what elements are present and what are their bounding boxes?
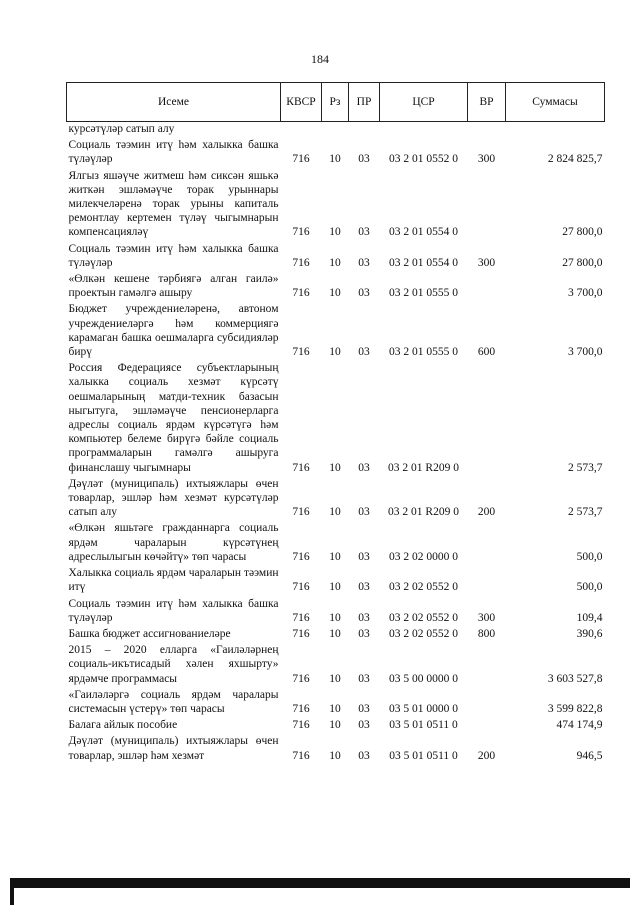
cell-sum: 2 573,7	[568, 461, 603, 474]
cell-sum: 27 800,0	[562, 226, 603, 239]
table-row	[67, 627, 605, 643]
cell-rz: 10	[329, 153, 341, 166]
cell-pr: 03	[358, 153, 370, 166]
cell-vr: 300	[477, 611, 496, 624]
cell-vr: 300	[477, 153, 496, 166]
cell-vr	[468, 361, 506, 477]
cell-rz: 10	[329, 346, 341, 359]
cell-rz: 10	[329, 702, 341, 715]
scan-border-bottom	[10, 878, 630, 888]
cell-vr: 600	[477, 346, 496, 359]
cell-csr: 03 5 00 0000 0	[389, 672, 458, 685]
cell-kvsr: 716	[292, 672, 310, 685]
header-name: Исеме	[67, 83, 281, 122]
cell-pr: 03	[358, 627, 370, 640]
cell-name: «Өлкән яшьтәге гражданнарга социаль ярдәм чараларын күрсәтүнең адреслылыгын көчәйтү» төп чарасы	[68, 522, 279, 563]
cell-kvsr: 716	[292, 153, 310, 166]
cell-vr	[468, 643, 506, 688]
cell-rz: 10	[329, 611, 341, 624]
cell-name: Социаль тәэмин итү һәм халыкка башка түләүләр	[68, 139, 279, 166]
cell-sum: 109,4	[576, 611, 603, 624]
cell-kvsr: 716	[292, 627, 310, 640]
cell-pr: 03	[358, 611, 370, 624]
cell-csr: 03 2 02 0552 0	[389, 611, 458, 624]
table-row	[67, 688, 605, 718]
table-row	[67, 302, 605, 361]
cell-sum: 27 800,0	[562, 256, 603, 269]
table-row	[67, 643, 605, 688]
cell-pr: 03	[358, 749, 370, 762]
cell-sum: 946,5	[576, 749, 603, 762]
cell-name: Социаль тәэмин итү һәм халыкка башка түләүләр	[68, 597, 279, 624]
cell-kvsr: 716	[292, 461, 310, 474]
cell-csr: 03 2 02 0552 0	[389, 627, 458, 640]
header-rz: Рз	[322, 83, 349, 122]
table-row	[67, 272, 605, 302]
cell-kvsr: 716	[292, 611, 310, 624]
cell-sum: 3 700,0	[568, 287, 603, 300]
table-row	[67, 138, 605, 168]
cell-sum: 2 573,7	[568, 506, 603, 519]
table-row	[67, 122, 605, 139]
cell-vr: 200	[477, 506, 496, 519]
cell-name: Ялгыз яшәүче житмеш һәм сиксән яшькә житкән эшләмәүче торак урыннары милекчеләренә торак урыны капиталь ремонтлау кертемен түләү чыгымнарын компенсацияләү	[68, 169, 279, 239]
cell-vr	[468, 122, 506, 139]
cell-name: Бюджет учреждениеләренә, автоном учреждениеләргә һәм коммерциягә карамаган башка оешмаларга субсидияләр бирү	[68, 303, 279, 359]
cell-rz: 10	[329, 627, 341, 640]
header-csr: ЦСР	[380, 83, 468, 122]
cell-kvsr: 716	[292, 256, 310, 269]
table-row	[67, 718, 605, 734]
cell-csr: 03 2 02 0000 0	[389, 550, 458, 563]
scan-border-corner	[10, 885, 14, 905]
cell-vr	[468, 169, 506, 242]
cell-pr: 03	[358, 672, 370, 685]
cell-sum: 3 599 822,8	[547, 702, 603, 715]
table-body	[67, 122, 605, 765]
cell-csr: 03 2 01 0552 0	[389, 153, 458, 166]
cell-csr: 03 2 01 0554 0	[389, 256, 458, 269]
cell-name: 2015 – 2020 елларга «Гаиләләрнең социаль-икътисадый хәлен яхшырту» ярдәмче программасы	[68, 644, 279, 685]
cell-kvsr: 716	[292, 581, 310, 594]
table-row	[67, 734, 605, 764]
cell-vr: 300	[477, 256, 496, 269]
cell-csr: 03 5 01 0511 0	[389, 719, 458, 732]
cell-csr: 03 2 01 0555 0	[389, 287, 458, 300]
cell-rz: 10	[329, 461, 341, 474]
cell-name: Дәүләт (муниципаль) ихтыяжлары өчен товарлар, эшләр һәм хезмәт	[68, 735, 279, 762]
page-number: 184	[311, 52, 329, 66]
cell-kvsr: 716	[292, 506, 310, 519]
cell-name: курсәтүләр сатып алу	[68, 123, 175, 135]
cell-sum: 474 174,9	[556, 719, 603, 732]
table-row	[67, 242, 605, 272]
cell-name: Халыкка социаль ярдәм чараларын тәэмин итү	[68, 567, 279, 594]
cell-pr: 03	[358, 550, 370, 563]
cell-rz: 10	[329, 256, 341, 269]
cell-vr	[468, 566, 506, 596]
header-kvsr: КВСР	[281, 83, 322, 122]
budget-table	[66, 82, 605, 765]
table-row	[67, 361, 605, 477]
cell-kvsr: 716	[292, 226, 310, 239]
cell-pr: 03	[358, 256, 370, 269]
table-row	[67, 521, 605, 566]
cell-sum: 500,0	[576, 581, 603, 594]
cell-rz: 10	[329, 749, 341, 762]
cell-vr	[468, 521, 506, 566]
cell-rz	[322, 122, 349, 139]
cell-sum: 3 700,0	[568, 346, 603, 359]
cell-csr	[380, 122, 468, 139]
cell-name: Социаль тәэмин итү һәм халыкка башка түләүләр	[68, 242, 279, 269]
cell-csr: 03 5 01 0511 0	[389, 749, 458, 762]
cell-csr: 03 2 01 0554 0	[389, 226, 458, 239]
cell-pr: 03	[358, 461, 370, 474]
cell-vr: 200	[477, 749, 496, 762]
table-row	[67, 566, 605, 596]
cell-rz: 10	[329, 550, 341, 563]
table-row	[67, 597, 605, 627]
table-header	[67, 83, 605, 122]
cell-csr: 03 2 02 0552 0	[389, 581, 458, 594]
cell-sum	[506, 122, 605, 139]
cell-name: «Гаиләләргә социаль ярдәм чаралары системасын үстерү» төп чарасы	[68, 688, 279, 715]
cell-name: Россия Федерациясе субъектларының халыкка социаль хезмәт күрсәтү оешмаларының матди-техник базасын ныгытуга, эшләмәүче пенсионерларга адреслы социаль ярдәм күрсәтүгә һәм компьютер белеме бирүгә бәйле социаль программаларын гамәлгә ашыруга финанслашу чыгымнары	[68, 362, 279, 474]
cell-pr: 03	[358, 506, 370, 519]
cell-rz: 10	[329, 719, 341, 732]
cell-name: Башка бюджет ассигнованиеләре	[68, 627, 231, 640]
cell-csr: 03 5 01 0000 0	[389, 702, 458, 715]
cell-pr: 03	[358, 719, 370, 732]
cell-sum: 390,6	[576, 627, 603, 640]
cell-name: Дәүләт (муниципаль) ихтыяжлары өчен товарлар, эшләр һәм хезмәт курсәтүләр сатып алу	[68, 477, 279, 519]
header-vr: ВР	[468, 83, 506, 122]
header-pr: ПР	[349, 83, 380, 122]
cell-kvsr: 716	[292, 287, 310, 300]
cell-pr	[349, 122, 380, 139]
cell-kvsr: 716	[292, 749, 310, 762]
cell-csr: 03 2 01 R209 0	[388, 506, 459, 519]
cell-csr: 03 2 01 R209 0	[388, 461, 459, 474]
cell-pr: 03	[358, 702, 370, 715]
cell-name: Балага айлык пособие	[68, 719, 178, 732]
cell-vr	[468, 718, 506, 734]
cell-vr	[468, 688, 506, 718]
header-sum: Суммасы	[506, 83, 605, 122]
cell-rz: 10	[329, 672, 341, 685]
table-row	[67, 477, 605, 522]
cell-vr: 800	[477, 627, 496, 640]
cell-sum: 2 824 825,7	[547, 153, 603, 166]
cell-rz: 10	[329, 581, 341, 594]
cell-csr: 03 2 01 0555 0	[389, 346, 458, 359]
cell-pr: 03	[358, 287, 370, 300]
cell-kvsr: 716	[292, 719, 310, 732]
cell-sum: 3 603 527,8	[547, 672, 603, 685]
cell-kvsr: 716	[292, 346, 310, 359]
cell-pr: 03	[358, 346, 370, 359]
cell-kvsr: 716	[292, 550, 310, 563]
cell-vr	[468, 272, 506, 302]
table-row	[67, 169, 605, 242]
cell-kvsr	[281, 122, 322, 139]
cell-rz: 10	[329, 506, 341, 519]
cell-rz: 10	[329, 226, 341, 239]
cell-kvsr: 716	[292, 702, 310, 715]
cell-name: «Өлкән кешене тәрбиягә алган гаилә» проектын гамәлгә ашыру	[68, 273, 279, 300]
cell-rz: 10	[329, 287, 341, 300]
cell-pr: 03	[358, 226, 370, 239]
cell-sum: 500,0	[576, 550, 603, 563]
cell-pr: 03	[358, 581, 370, 594]
